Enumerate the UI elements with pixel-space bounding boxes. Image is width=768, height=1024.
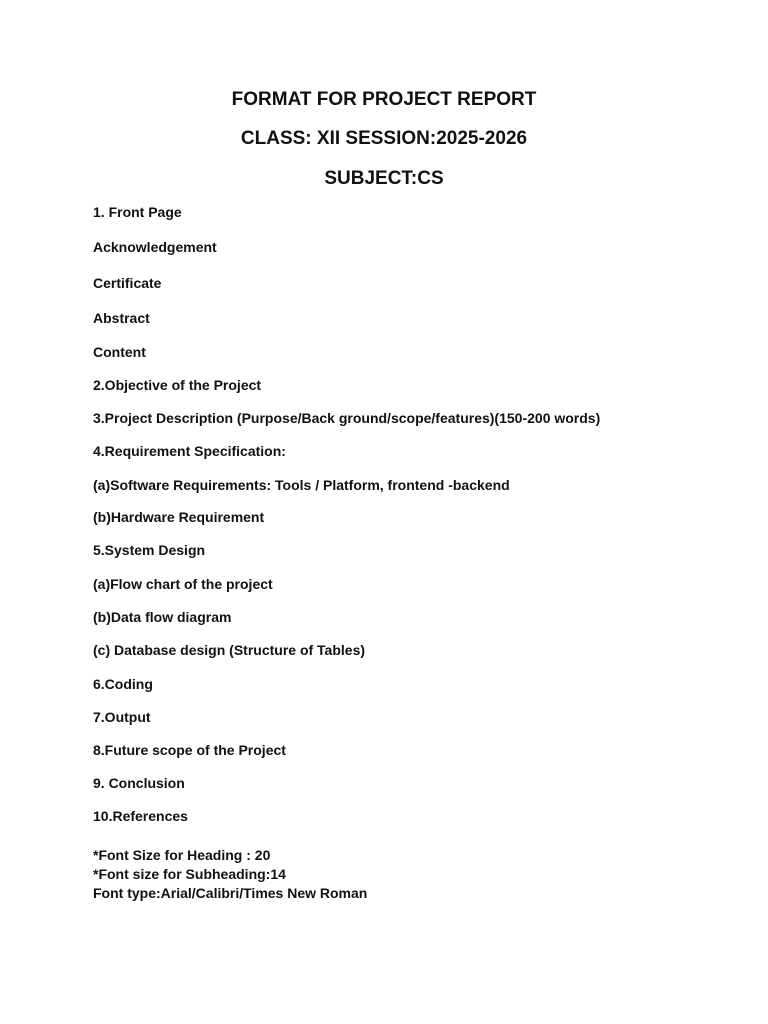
list-item: 7.Output	[93, 709, 151, 725]
list-item: (a)Flow chart of the project	[93, 576, 273, 592]
font-notes	[93, 846, 367, 903]
list-item: (c) Database design (Structure of Tables)	[93, 642, 366, 658]
list-item: 10.References	[93, 808, 188, 824]
note-font-type: Font type:Arial/Calibri/Times New Roman	[93, 885, 368, 901]
note-subheading-font-size: *Font size for Subheading:14	[93, 866, 286, 882]
page-title: FORMAT FOR PROJECT REPORT	[231, 89, 537, 110]
subject-heading: SUBJECT:CS	[324, 168, 444, 189]
list-item: 2.Objective of the Project	[93, 377, 262, 393]
list-item: Content	[93, 344, 146, 360]
list-item: Abstract	[93, 310, 150, 326]
list-item: 6.Coding	[93, 676, 153, 692]
list-item: 1. Front Page	[93, 204, 182, 220]
class-session-heading: CLASS: XII SESSION:2025-2026	[240, 128, 528, 149]
list-item: 5.System Design	[93, 542, 206, 558]
list-item: (a)Software Requirements: Tools / Platform, frontend -backend	[93, 477, 510, 493]
list-item: 3.Project Description (Purpose/Back ground/scope/features)(150-200 words)	[93, 410, 601, 426]
list-item: 4.Requirement Specification:	[93, 443, 286, 459]
list-item: Acknowledgement	[93, 239, 217, 255]
list-item: (b)Hardware Requirement	[93, 509, 265, 525]
list-item: Certificate	[93, 275, 162, 291]
list-item: 8.Future scope of the Project	[93, 742, 286, 758]
list-item: (b)Data flow diagram	[93, 609, 232, 625]
note-heading-font-size: *Font Size for Heading : 20	[93, 847, 271, 863]
list-item: 9. Conclusion	[93, 775, 185, 791]
